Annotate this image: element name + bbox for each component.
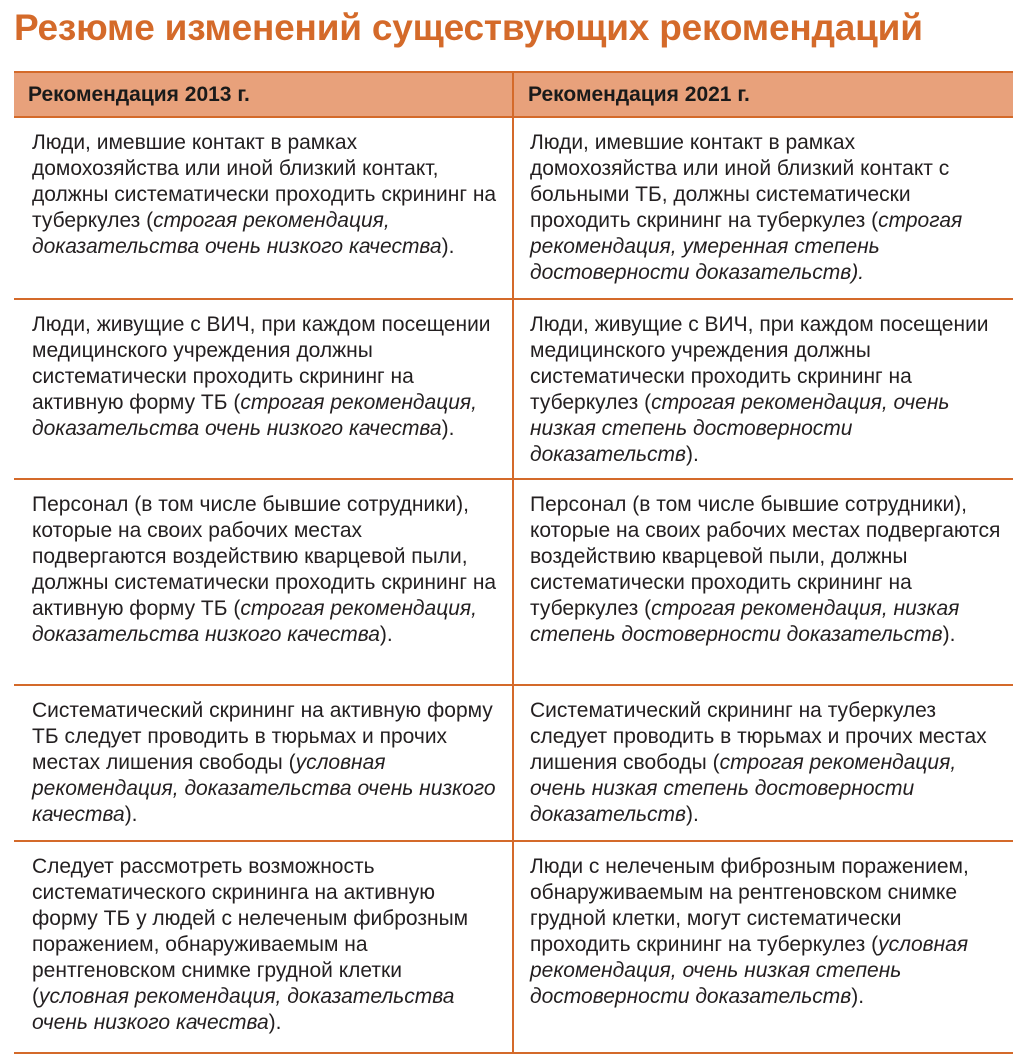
cell-end: ). [268, 1011, 282, 1034]
cell-end: ). [379, 623, 393, 646]
table-row [14, 842, 1013, 1054]
cell-evidence: условная рекомендация, очень низкая степень достоверности доказательств [530, 933, 969, 1008]
cell-text: Люди, имевшие контакт в рамках домохозяйства или иной близкий контакт, должны систематически проходить скрининг на туберкулез ( [32, 131, 497, 232]
cell-2021 [514, 842, 1013, 1052]
cell-end: ). [124, 803, 138, 826]
cell-evidence: условная рекомендация, доказательства очень низкого качества [32, 751, 496, 826]
cell-end: ). [851, 985, 865, 1008]
header-2021: Рекомендация 2021 г. [528, 83, 750, 106]
cell-end: ). [942, 623, 956, 646]
table-row [14, 300, 1013, 480]
page-title: Резюме изменений существующих рекомендаций [14, 7, 923, 48]
cell-text: Систематический скрининг на активную форму ТБ следует проводить в тюрьмах и прочих местах лишения свободы ( [32, 699, 493, 774]
cell-2013 [14, 480, 514, 684]
recommendations-table [14, 71, 1013, 1054]
table-row [14, 480, 1013, 686]
cell-evidence: строгая рекомендация, доказательства низкого качества [32, 597, 477, 646]
cell-text: Люди, живущие с ВИЧ, при каждом посещении медицинского учреждения должны систематически проходить скрининг на туберкулез ( [530, 313, 989, 414]
cell-text: Систематический скрининг на туберкулез следует проводить в тюрьмах и прочих местах лишения свободы ( [530, 699, 987, 774]
cell-2021 [514, 480, 1013, 684]
cell-text: Следует рассмотреть возможность систематического скрининга на активную форму ТБ у людей с нелеченым фиброзным поражением, обнаруживаемым на рентгеновском снимке грудной клетки ( [32, 855, 469, 1008]
cell-evidence: строгая рекомендация, доказательства очень низкого качества [32, 391, 477, 440]
cell-text: Люди, имевшие контакт в рамках домохозяйства или иной близкий контакт с больными ТБ, должны систематически проходить скрининг на туберкулез ( [530, 131, 950, 232]
cell-2013 [14, 300, 514, 478]
table-row [14, 686, 1013, 842]
cell-end: ). [685, 443, 699, 466]
cell-2021 [514, 300, 1013, 478]
header-2013: Рекомендация 2013 г. [14, 73, 514, 116]
cell-text: Люди с нелеченым фиброзным поражением, обнаруживаемым на рентгеновском снимке грудной клетки, могут систематически проходить скрининг на туберкулез ( [530, 855, 969, 956]
cell-2013 [14, 686, 514, 840]
table-header-row [14, 71, 1013, 118]
cell-evidence: строгая рекомендация, очень низкая степень достоверности доказательств [530, 751, 957, 826]
cell-2013 [14, 118, 514, 298]
cell-end: ). [441, 417, 455, 440]
cell-text: Персонал (в том числе бывшие сотрудники), которые на своих рабочих местах подвергаются воздействию кварцевой пыли, должны систематически проходить скрининг на туберкулез ( [530, 493, 1001, 620]
cell-text: Люди, живущие с ВИЧ, при каждом посещении медицинского учреждения должны систематически проходить скрининг на активную форму ТБ ( [32, 313, 491, 414]
cell-end: ). [685, 803, 699, 826]
cell-2013 [14, 842, 514, 1052]
cell-text: Персонал (в том числе бывшие сотрудники), которые на своих рабочих местах подвергаются воздействию кварцевой пыли, должны систематически проходить скрининг на активную форму ТБ ( [32, 493, 497, 620]
cell-evidence: строгая рекомендация, доказательства очень низкого качества [32, 209, 442, 258]
table-row [14, 118, 1013, 300]
cell-evidence: строгая рекомендация, умеренная степень достоверности доказательств). [530, 209, 963, 284]
cell-evidence: строгая рекомендация, очень низкая степень достоверности доказательств [530, 391, 950, 466]
cell-end: ). [441, 235, 455, 258]
cell-evidence: условная рекомендация, доказательства очень низкого качества [32, 985, 455, 1034]
cell-2021 [514, 118, 1013, 298]
cell-evidence: строгая рекомендация, низкая степень достоверности доказательств [530, 597, 960, 646]
cell-2021 [514, 686, 1013, 840]
